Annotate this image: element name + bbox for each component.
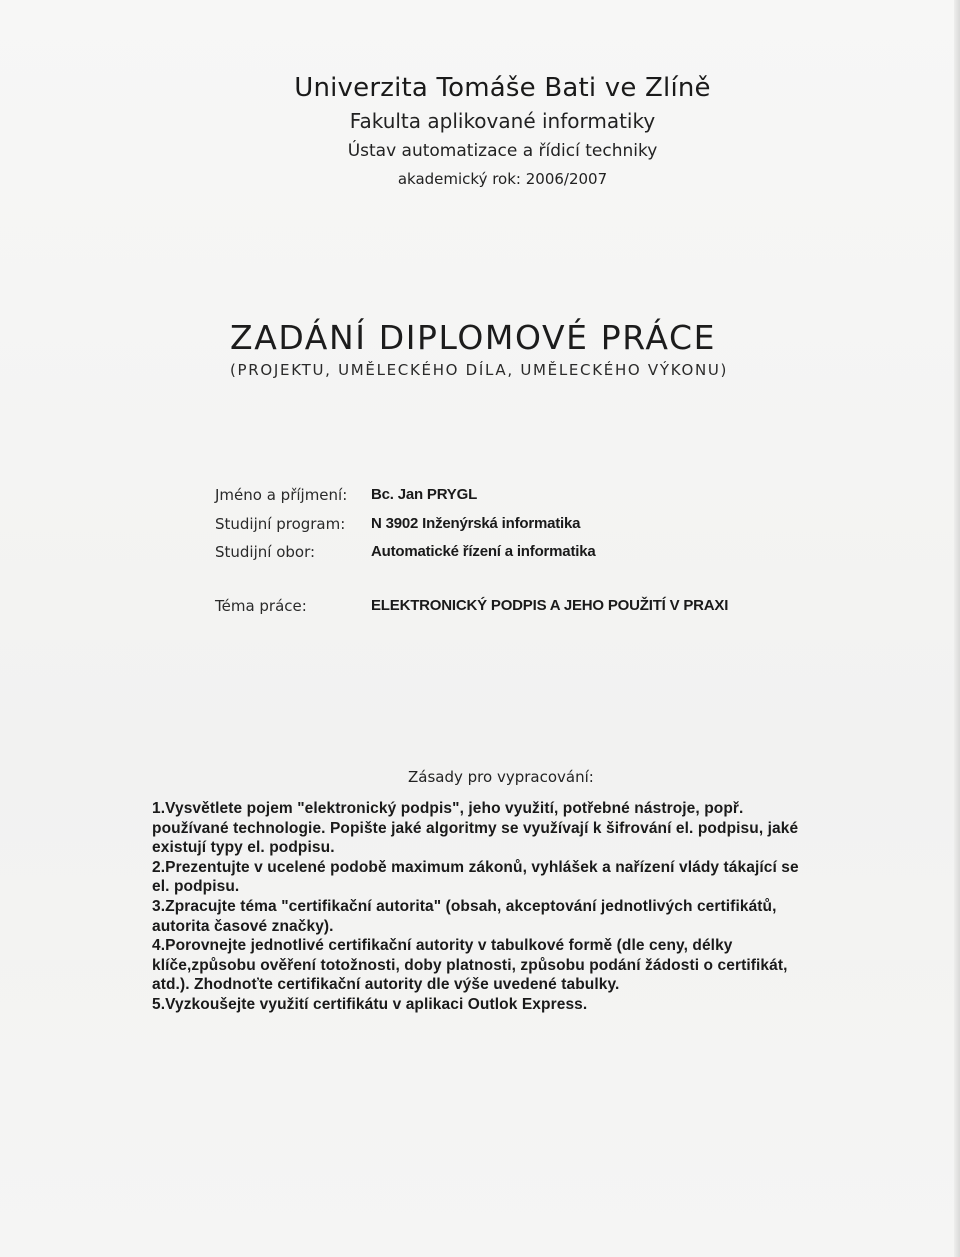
field-label: Studijní obor:: [215, 543, 316, 561]
guideline-line: 4.Porovnejte jednotlivé certifikační autority v tabulkové formě (dle ceny, délky: [152, 937, 733, 955]
faculty-name: Fakulta aplikované informatiky: [349, 109, 656, 133]
name-label: Jméno a příjmení:: [215, 486, 348, 504]
program-label: Studijní program:: [215, 515, 346, 533]
guideline-line: 5.Vyzkoušejte využití certifikátu v aplikaci Outlok Express.: [152, 995, 588, 1013]
topic-value: ELEKTRONICKÝ PODPIS A JEHO POUŽITÍ V PRAXI: [371, 597, 729, 614]
topic-label: Téma práce:: [215, 597, 307, 615]
guidelines-list: [152, 799, 852, 1015]
institute-name: Ústav automatizace a řídicí techniky: [347, 141, 658, 161]
document-subtitle: (PROJEKTU, UMĚLECKÉHO DÍLA, UMĚLECKÉHO VÝKONU): [230, 361, 729, 379]
guideline-line: používané technologie. Popište jaké algoritmy se využívají k šifrování el. podpisu, jaké: [152, 819, 799, 837]
document-header: [0, 70, 960, 192]
guideline-line: 3.Zpracujte téma "certifikační autorita" (obsah, akceptování jednotlivých certifikátů,: [152, 897, 777, 915]
guideline-line: 2.Prezentujte v ucelené podobě maximum zákonů, vyhlášek a nařízení vlády tákající se: [152, 858, 799, 876]
guidelines-heading: Zásady pro vypracování:: [408, 768, 594, 786]
guideline-line: atd.). Zhodnoťte certifikační autority dle výše uvedené tabulky.: [152, 976, 620, 994]
academic-year: akademický rok: 2006/2007: [397, 170, 608, 188]
guideline-line: autorita časové značky).: [152, 917, 334, 935]
university-name: Univerzita Tomáše Bati ve Zlíně: [294, 73, 711, 103]
guideline-line: el. podpisu.: [152, 878, 240, 896]
field-value: Automatické řízení a informatika: [371, 543, 596, 560]
guideline-line: 1.Vysvětlete pojem "elektronický podpis", jeho využití, potřebné nástroje, popř.: [152, 800, 744, 817]
guideline-line: existují typy el. podpisu.: [152, 839, 335, 857]
guideline-line: klíče,způsobu ověření totožnosti, doby platnosti, způsobu podání žádosti o certifikát,: [152, 956, 788, 974]
program-value: N 3902 Inženýrská informatika: [371, 515, 581, 532]
name-value: Bc. Jan PRYGL: [371, 486, 478, 503]
document-title: ZADÁNÍ DIPLOMOVÉ PRÁCE: [230, 318, 717, 357]
title-block: [230, 318, 770, 382]
